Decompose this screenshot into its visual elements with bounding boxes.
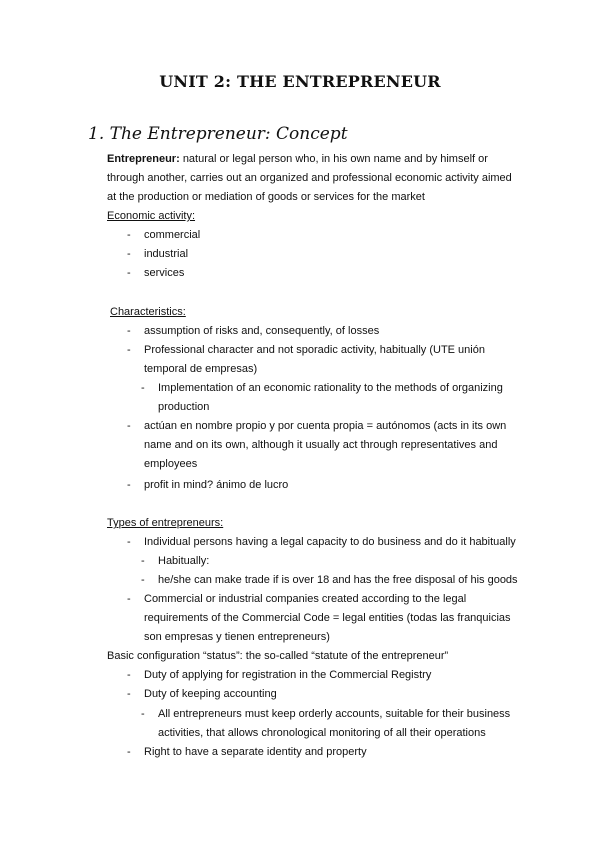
bullet-dash: - — [127, 688, 131, 700]
list-item-continuation: name and on its own, although it usually act through representatives and — [144, 439, 498, 451]
list-item-continuation: temporal de empresas) — [144, 363, 258, 375]
sub-list-item: All entrepreneurs must keep orderly accounts, suitable for their business — [158, 708, 511, 720]
definition-term: Entrepreneur: — [107, 153, 180, 165]
list-item: Duty of applying for registration in the Commercial Registry — [144, 669, 432, 681]
list-item-continuation: requirements of the Commercial Code = legal entities (todas las franquicias — [144, 612, 511, 624]
list-item: Individual persons having a legal capacity to do business and do it habitually — [144, 536, 516, 548]
bullet-dash: - — [127, 420, 131, 432]
bullet-dash: - — [127, 536, 131, 548]
sub-list-item-continuation: production — [158, 401, 210, 413]
list-item: industrial — [144, 248, 189, 260]
list-item: actúan en nombre propio y por cuenta propia = autónomos (acts in its own — [144, 420, 507, 432]
sub-list-item: Habitually: — [158, 555, 210, 567]
section-heading: 1. The Entrepreneur: Concept — [88, 124, 348, 144]
bullet-dash: - — [127, 593, 131, 605]
status-heading: Basic configuration “status”: the so-called “statute of the entrepreneur” — [107, 650, 449, 662]
bullet-dash: - — [141, 708, 145, 720]
list-item-continuation: son empresas y tienen entrepreneurs) — [144, 631, 330, 643]
bullet-dash: - — [127, 267, 131, 279]
sub-list-item-continuation: activities, that allows chronological monitoring of all their operations — [158, 727, 486, 739]
list-item: services — [144, 267, 185, 279]
bullet-dash: - — [127, 669, 131, 681]
page-title: UNIT 2: THE ENTREPRENEUR — [159, 72, 441, 91]
list-item: Right to have a separate identity and property — [144, 746, 367, 758]
bullet-dash: - — [127, 746, 131, 758]
list-item: commercial — [144, 229, 201, 241]
definition-line-3: at the production or mediation of goods or services for the market — [107, 191, 425, 203]
definition-line-2: through another, carries out an organized and professional economic activity aimed — [107, 172, 512, 184]
sub-list-item: he/she can make trade if is over 18 and has the free disposal of his goods — [158, 574, 518, 586]
bullet-dash: - — [141, 555, 145, 567]
list-item-continuation: employees — [144, 458, 198, 470]
list-item: Duty of keeping accounting — [144, 688, 277, 700]
list-item: Commercial or industrial companies created according to the legal — [144, 593, 467, 605]
list-item: Professional character and not sporadic activity, habitually (UTE unión — [144, 344, 485, 356]
definition-line-1: Entrepreneur: natural or legal person who, in his own name and by himself or — [107, 153, 488, 165]
bullet-dash: - — [127, 248, 131, 260]
bullet-dash: - — [127, 325, 131, 337]
list-item: profit in mind? ánimo de lucro — [144, 479, 289, 491]
bullet-dash: - — [127, 479, 131, 491]
economic-activity-heading: Economic activity: — [107, 210, 196, 222]
bullet-dash: - — [127, 344, 131, 356]
types-heading: Types of entrepreneurs: — [107, 517, 224, 529]
bullet-dash: - — [141, 574, 145, 586]
characteristics-heading: Characteristics: — [110, 306, 186, 318]
bullet-dash: - — [127, 229, 131, 241]
bullet-dash: - — [141, 382, 145, 394]
sub-list-item: Implementation of an economic rationality to the methods of organizing — [158, 382, 503, 394]
list-item: assumption of risks and, consequently, of losses — [144, 325, 380, 337]
